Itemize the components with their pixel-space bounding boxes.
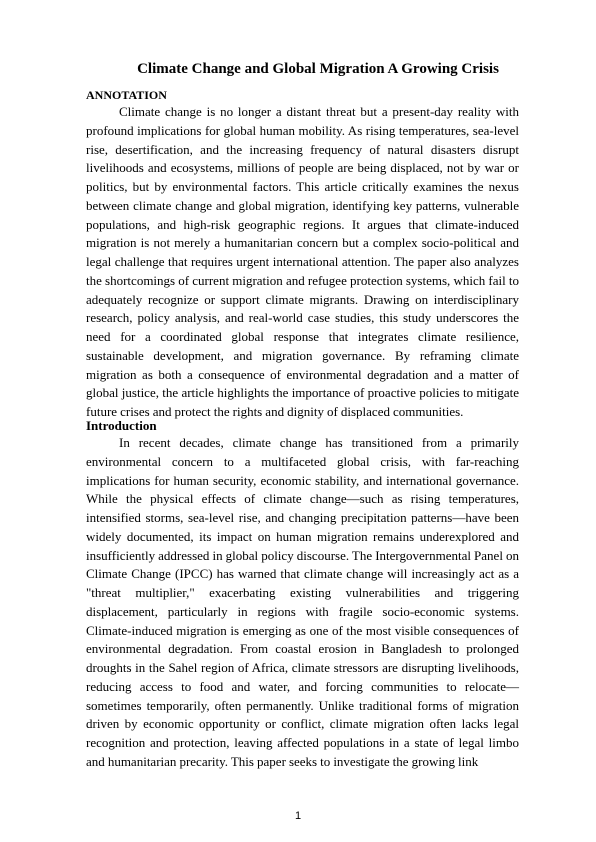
document-title: Climate Change and Global Migration A Growing Crisis (137, 61, 499, 77)
introduction-paragraph: In recent decades, climate change has transitioned from a primarily environmental concern to a multifaceted global crisis, with far-reaching implications for human security, economic stability, and international governance. While the physical effects of climate change—such as rising temperatures, intensified storms, sea-level rise, and changing precipitation patterns—have been widely documented, its impact on human migration remains underexplored and insufficiently addressed in global policy discourse. The Intergovernmental Panel on Climate Change (IPCC) has warned that climate change will increasingly act as a "threat multiplier," exacerbating existing vulnerabilities and triggering displacement, particularly in regions with fragile socio-economic systems. Climate-induced migration is emerging as one of the most visible consequences of environmental degradation. From coastal erosion in Bangladesh to prolonged droughts in the Sahel region of Africa, climate stressors are disrupting livelihoods, reducing access to food and water, and forcing communities to relocate—sometimes temporarily, often permanently. Unlike traditional forms of migration driven by economic opportunity or conflict, climate migration often lacks legal recognition and protection, leaving affected populations in a state of legal limbo and humanitarian precarity. This paper seeks to investigate the growing link (86, 435, 519, 769)
introduction-heading: Introduction (86, 418, 157, 433)
annotation-paragraph: Climate change is no longer a distant threat but a present-day reality with profound implications for global human mobility. As rising temperatures, sea-level rise, desertification, and the increasing frequency of natural disasters disrupt livelihoods and ecosystems, millions of people are being displaced, not by war or politics, but by environmental factors. This article critically examines the nexus between climate change and global migration, identifying key patterns, vulnerable populations, and high-risk geographic regions. It argues that climate-induced migration is not merely a humanitarian concern but a complex socio-political and legal challenge that requires urgent international attention. The paper also analyzes the shortcomings of current migration and refugee protection systems, which fail to adequately recognize or support climate migrants. Drawing on interdisciplinary research, policy analysis, and real-world case studies, this study underscores the need for a coordinated global response that integrates climate resilience, sustainable development, and migration governance. By reframing climate migration as both a consequence of environmental degradation and a matter of global justice, the article highlights the importance of proactive policies to mitigate future crises and protect the rights and dignity of displaced communities. (86, 104, 519, 419)
annotation-heading: ANNOTATION (86, 88, 167, 102)
page-number: 1 (294, 810, 302, 822)
